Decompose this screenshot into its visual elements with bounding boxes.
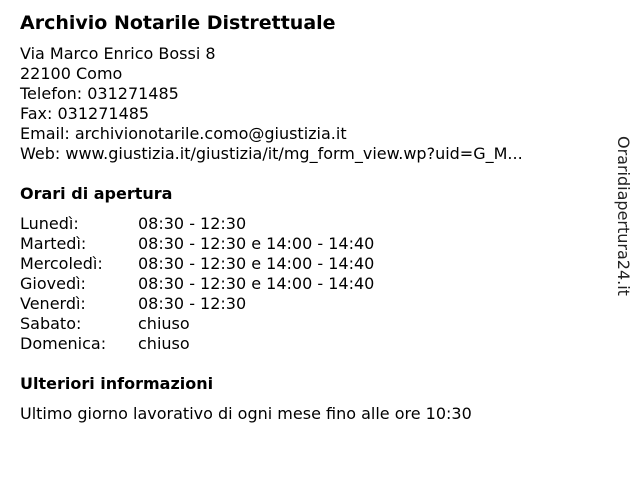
hours-value: chiuso (138, 314, 190, 333)
day-label: Domenica: (20, 334, 107, 353)
opening-hours-heading: Orari di apertura (20, 184, 173, 203)
day-label: Sabato: (20, 314, 82, 333)
website-url: Web: www.giustizia.it/giustizia/it/mg_form_view.wp?uid=G_M... (20, 144, 523, 163)
hours-value: 08:30 - 12:30 e 14:00 - 14:40 (138, 234, 375, 253)
day-label: Lunedì: (20, 214, 79, 233)
phone-number: Telefon: 031271485 (20, 84, 179, 103)
more-info-text: Ultimo giorno lavorativo di ogni mese fino alle ore 10:30 (20, 404, 472, 423)
day-label: Giovedì: (20, 274, 86, 293)
watermark-text: Oraridiapertura24.it (614, 136, 633, 296)
contact-info (20, 44, 590, 164)
city-postcode: 22100 Como (20, 64, 123, 83)
day-label: Mercoledì: (20, 254, 103, 273)
day-label: Martedì: (20, 234, 87, 253)
day-label: Venerdì: (20, 294, 86, 313)
street-address: Via Marco Enrico Bossi 8 (20, 44, 216, 63)
hours-value: 08:30 - 12:30 (138, 294, 247, 313)
hours-value: 08:30 - 12:30 (138, 214, 247, 233)
hours-value: chiuso (138, 334, 190, 353)
hours-value: 08:30 - 12:30 e 14:00 - 14:40 (138, 254, 375, 273)
page-title: Archivio Notarile Distrettuale (20, 12, 336, 34)
more-info-heading: Ulteriori informazioni (20, 374, 214, 393)
hours-value: 08:30 - 12:30 e 14:00 - 14:40 (138, 274, 375, 293)
watermark (604, 132, 640, 312)
fax-number: Fax: 031271485 (20, 104, 150, 123)
email-address: Email: archivionotarile.como@giustizia.it (20, 124, 347, 143)
